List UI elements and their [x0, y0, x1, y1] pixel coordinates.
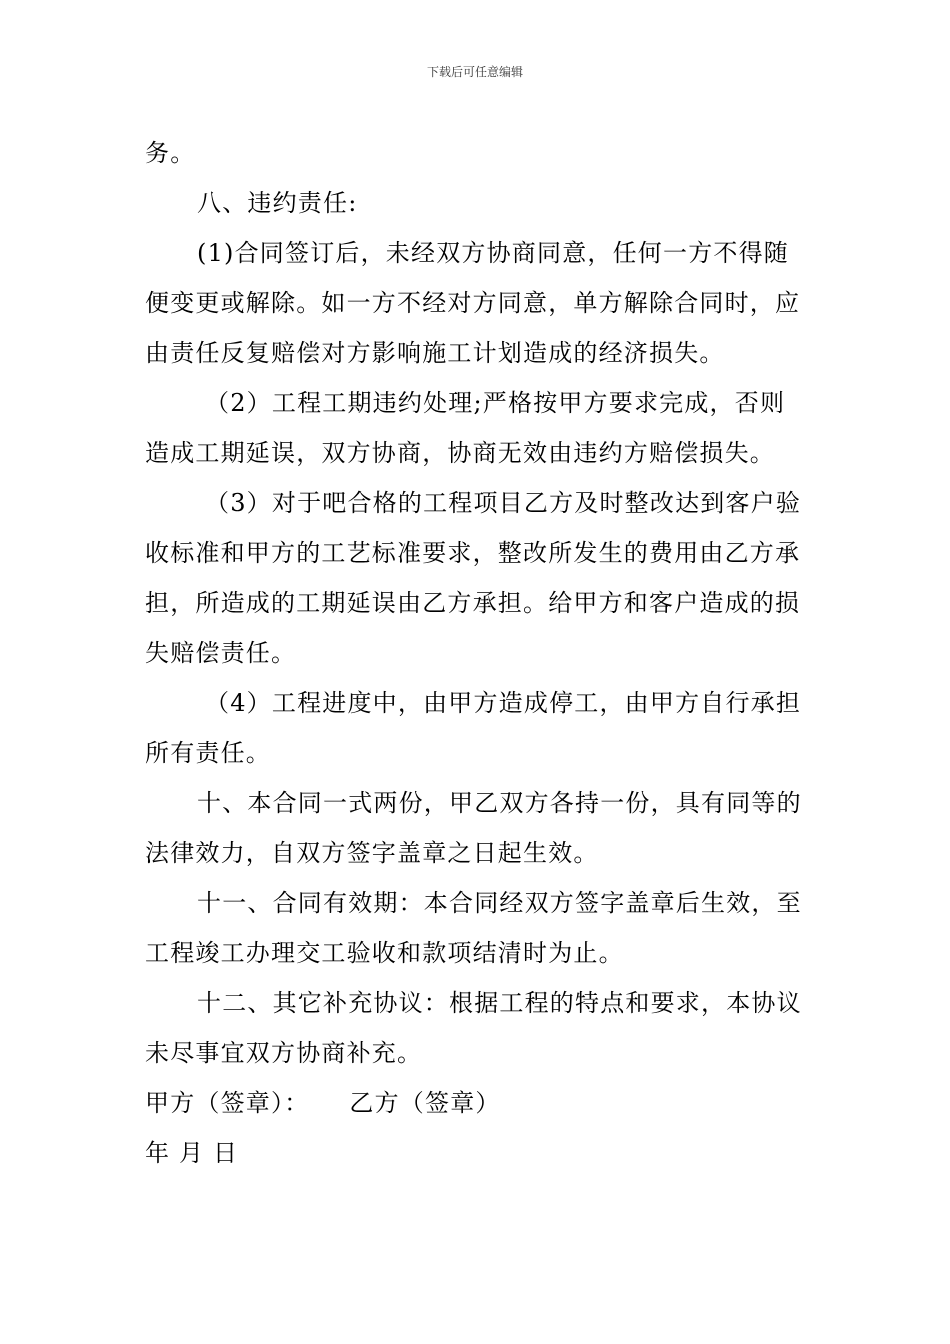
signature-line — [145, 1078, 809, 1128]
party-a-signature-label: 甲方（签章）： — [145, 1089, 310, 1117]
clause-2-schedule-breach: （2）工程工期违约处理;严格按甲方要求完成，否则造成工期延误，双方协商，协商无效由违约方赔偿损失。 — [145, 389, 786, 467]
clause-1-termination: (1)合同签订后，未经双方协商同意，任何一方不得随便变更或解除。如一方不经对方同意，单方解除合同时，应由责任反复赔偿对方影响施工计划造成的经济损失。 — [145, 239, 801, 367]
clause-4-work-stoppage: （4）工程进度中，由甲方造成停工，由甲方自行承担所有责任。 — [145, 689, 802, 767]
section-eleven-validity: 十一、合同有效期：本合同经双方签字盖章后生效，至工程竣工办理交工验收和款项结清时为止。 — [145, 889, 802, 967]
clause-3-rectification: （3）对于吧合格的工程项目乙方及时整改达到客户验收标准和甲方的工艺标准要求，整改所发生的费用由乙方承担，所造成的工期延误由乙方承担。给甲方和客户造成的损失赔偿责任。 — [145, 489, 802, 667]
paragraph-continuation: 务。 — [145, 139, 196, 167]
section-heading-breach-liability: 八、违约责任: — [197, 189, 358, 217]
section-ten-copies: 十、本合同一式两份，甲乙双方各持一份，具有同等的法律效力，自双方签字盖章之日起生效。 — [145, 789, 802, 867]
section-twelve-supplement: 十二、其它补充协议：根据工程的特点和要求，本协议未尽事宜双方协商补充。 — [145, 989, 802, 1067]
document-body — [145, 128, 809, 1178]
date-line: 年 月 日 — [145, 1139, 239, 1167]
party-b-signature-label: 乙方（签章） — [349, 1089, 501, 1117]
page-header-note: 下载后可任意编辑 — [426, 65, 523, 79]
